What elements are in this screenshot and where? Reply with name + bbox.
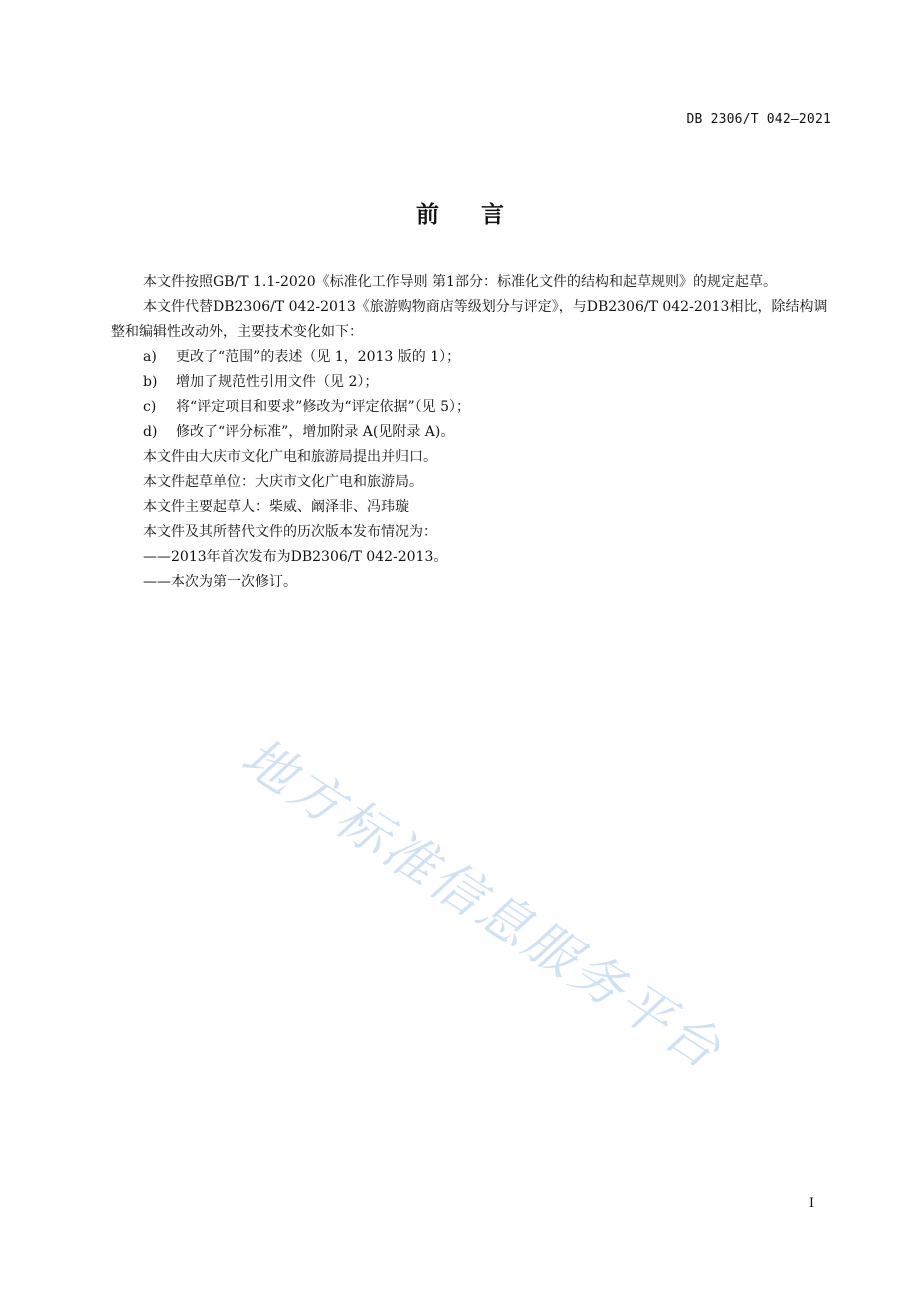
history-intro: 本文件及其所替代文件的历次版本发布情况为：: [143, 524, 437, 540]
standard-number: DB 2306/T 042—2021: [686, 112, 831, 127]
list-marker: c): [143, 399, 157, 415]
drafting-unit-statement: 本文件起草单位：大庆市文化广电和旅游局。: [143, 474, 423, 490]
list-item: [111, 345, 833, 370]
proposer-statement: 本文件由大庆市文化广电和旅游局提出并归口。: [143, 449, 437, 465]
list-marker: d): [143, 424, 158, 440]
list-item: [111, 420, 833, 445]
list-text: 将“评定项目和要求”修改为“评定依据”（见 5）；: [176, 399, 470, 415]
list-marker: a): [143, 349, 157, 365]
paragraph-replacement: 本文件代替DB2306/T 042-2013《旅游购物商店等级划分与评定》，与DB2306/T 042-2013相比，除结构调整和编辑性改动外，主要技术变化如下：: [111, 299, 828, 340]
foreword-content: [111, 270, 833, 595]
list-text: 修改了“评分标准”，增加附录 A(见附录 A)。: [176, 424, 455, 440]
drafters-statement: 本文件主要起草人：柴威、阚泽非、冯玮璇: [143, 499, 409, 515]
list-item: [111, 395, 833, 420]
list-text: 更改了“范围”的表述（见 1，2013 版的 1）；: [176, 349, 461, 365]
page-title: 前言: [416, 202, 546, 228]
list-text: 增加了规范性引用文件（见 2）；: [176, 374, 379, 390]
history-item: ——本次为第一次修订。: [143, 574, 297, 590]
page-number: I: [808, 1196, 814, 1211]
history-item: ——2013年首次发布为DB2306/T 042-2013。: [143, 549, 448, 565]
watermark: 地方标准信息服务平台: [230, 726, 734, 1083]
changes-list: [111, 345, 833, 445]
paragraph-drafting-rules: 本文件按照GB/T 1.1-2020《标准化工作导则 第1部分：标准化文件的结构和起草规则》的规定起草。: [143, 274, 777, 290]
list-marker: b): [143, 374, 158, 390]
list-item: [111, 370, 833, 395]
